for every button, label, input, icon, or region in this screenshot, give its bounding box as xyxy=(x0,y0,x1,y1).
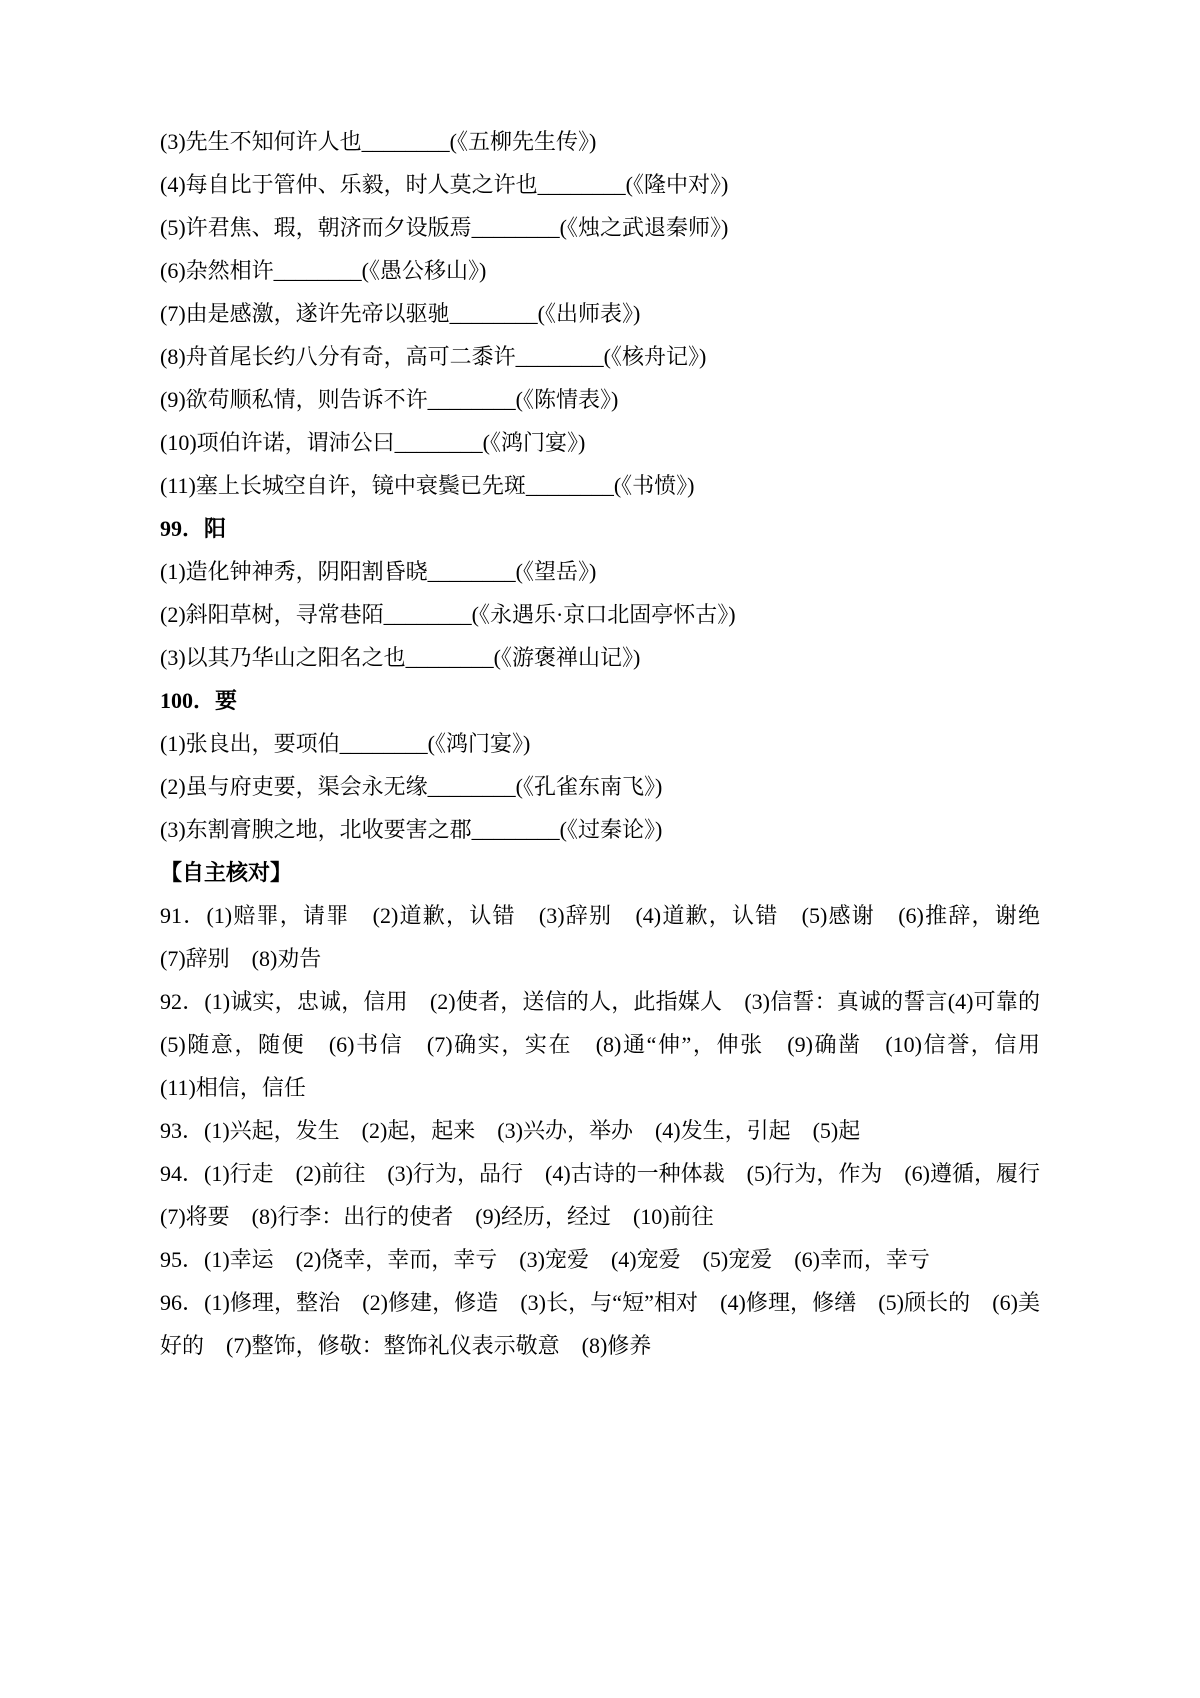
answer-line: 95．(1)幸运 (2)侥幸，幸而，幸亏 (3)宠爱 (4)宠爱 (5)宠爱 (6)幸而，幸亏 xyxy=(160,1247,930,1272)
exercise-line: (5)许君焦、瑕，朝济而夕设版焉________(《烛之武退秦师》) xyxy=(160,215,729,240)
answer-line: 91．(1)赔罪，请罪 (2)道歉，认错 (3)辞别 (4)道歉，认错 (5)感谢 (6)推辞，谢绝 (7)辞别 (8)劝告 xyxy=(160,903,1063,971)
answer-line: 92．(1)诚实，忠诚，信用 (2)使者，送信的人，此指媒人 (3)信誓：真诚的誓言(4)可靠的 (5)随意，随便 (6)书信 (7)确实，实在 (8)通“伸”，伸张 (9)确凿 (10)信誉，信用 (11)相信，信任 xyxy=(160,989,1063,1100)
exercise-line: (7)由是感激，遂许先帝以驱驰________(《出师表》) xyxy=(160,301,641,326)
exercise-line: (1)张良出，要项伯________(《鸿门宴》) xyxy=(160,731,531,756)
exercise-line: (3)以其乃华山之阳名之也________(《游褒禅山记》) xyxy=(160,645,641,670)
entry-heading-100: 100．要 xyxy=(160,688,238,713)
exercise-line: (9)欲苟顺私情，则告诉不许________(《陈情表》) xyxy=(160,387,619,412)
answers-heading: 【自主核对】 xyxy=(160,860,293,885)
exercise-line: (2)斜阳草树，寻常巷陌________(《永遇乐·京口北固亭怀古》) xyxy=(160,602,736,627)
answer-line: 96．(1)修理，整治 (2)修建，修造 (3)长，与“短”相对 (4)修理，修缮 (5)颀长的 (6)美好的 (7)整饰，修敬：整饰礼仪表示敬意 (8)修养 xyxy=(160,1290,1040,1358)
exercise-line: (2)虽与府吏要，渠会永无缘________(《孔雀东南飞》) xyxy=(160,774,663,799)
exercise-line: (8)舟首尾长约八分有奇，高可二黍许________(《核舟记》) xyxy=(160,344,707,369)
exercise-line: (3)先生不知何许人也________(《五柳先生传》) xyxy=(160,129,597,154)
exercise-line: (4)每自比于管仲、乐毅，时人莫之许也________(《隆中对》) xyxy=(160,172,729,197)
exercise-line: (3)东割膏腴之地，北收要害之郡________(《过秦论》) xyxy=(160,817,663,842)
exercise-line: (6)杂然相许________(《愚公移山》) xyxy=(160,258,487,283)
exercise-line: (10)项伯许诺，谓沛公曰________(《鸿门宴》) xyxy=(160,430,586,455)
exercise-line: (11)塞上长城空自许，镜中衰鬓已先斑________(《书愤》) xyxy=(160,473,695,498)
answer-line: 93．(1)兴起，发生 (2)起，起来 (3)兴办，举办 (4)发生，引起 (5)起 xyxy=(160,1118,861,1143)
exercise-line: (1)造化钟神秀，阴阳割昏晓________(《望岳》) xyxy=(160,559,597,584)
answer-line: 94．(1)行走 (2)前往 (3)行为，品行 (4)古诗的一种体裁 (5)行为，作为 (6)遵循，履行 (7)将要 (8)行李：出行的使者 (9)经历，经过 (10)前往 xyxy=(160,1161,1063,1229)
entry-heading-99: 99．阳 xyxy=(160,516,227,541)
